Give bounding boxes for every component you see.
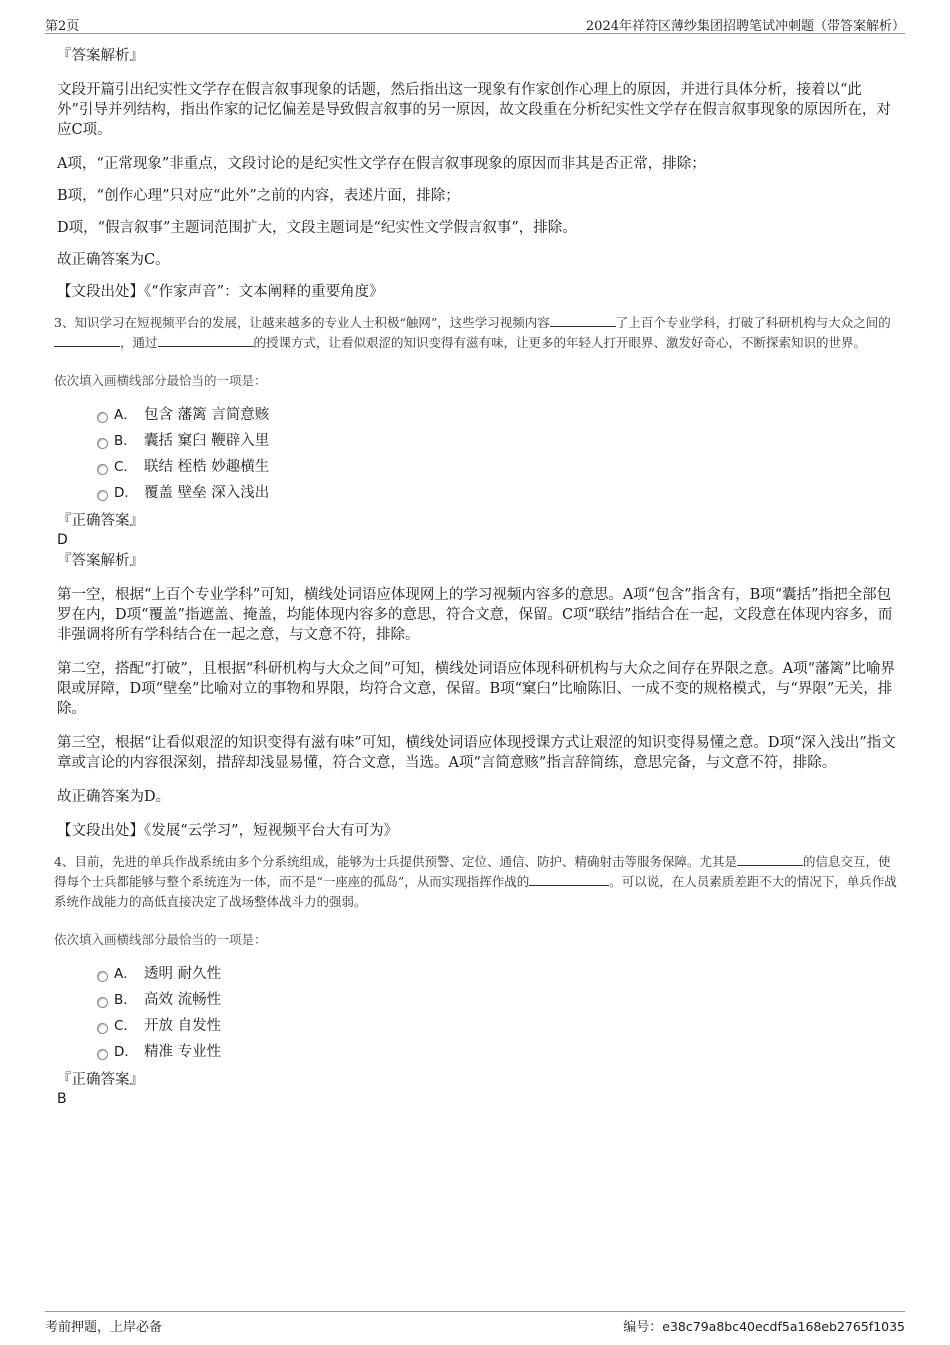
- option-b[interactable]: [57, 990, 897, 1016]
- question-text: 的信息交互，使得每个士兵都能够与整个系统连为一体，而不是“一座座的孤岛”，从而实现指挥作战的: [54, 854, 891, 889]
- correct-answer-label: 『正确答案』: [57, 1072, 144, 1088]
- option-letter: B．: [114, 433, 137, 449]
- fill-blank: [158, 334, 254, 347]
- answer-conclusion: 故正确答案为C。: [57, 252, 170, 268]
- analysis-label: 『答案解析』: [57, 48, 144, 64]
- question-text: 了上百个专业学科，打破了科研机构与大众之间的: [615, 315, 891, 330]
- source-citation: 【文段出处】《发展“云学习”，短视频平台大有可为》: [57, 823, 399, 839]
- radio-icon[interactable]: [97, 464, 108, 475]
- option-list: [57, 405, 897, 509]
- question-text: 4、目前，先进的单兵作战系统由多个分系统组成，能够为士兵提供预警、定位、通信、防护、精确射击等服务保障。尤其是: [54, 854, 737, 869]
- analysis-paragraph: D项，“假言叙事”主题词范围扩大，文段主题词是“纪实性文学假言叙事”，排除。: [57, 220, 577, 236]
- document-code: [623, 1316, 905, 1335]
- option-text: 透明 耐久性: [144, 966, 222, 982]
- option-letter: A．: [114, 966, 137, 982]
- footer-slogan: 考前押题，上岸必备: [45, 1320, 163, 1335]
- question-stem: [54, 313, 897, 353]
- option-list: [57, 964, 897, 1068]
- radio-icon[interactable]: [97, 412, 108, 423]
- page-number: 第2页: [45, 19, 80, 34]
- analysis-paragraph: B项，“创作心理”只对应“此外”之前的内容，表述片面，排除；: [57, 188, 460, 204]
- option-d[interactable]: [57, 1042, 897, 1068]
- option-letter: C．: [114, 459, 137, 475]
- option-text: 覆盖 壁垒 深入浅出: [144, 485, 270, 501]
- analysis-paragraph: 文段开篇引出纪实性文学存在假言叙事现象的话题，然后指出这一现象有作家创作心理上的原因，并进行具体分析，接着以“此外”引导并列结构，指出作家的记忆偏差是导致假言叙事的另一原因，故文段重在分析纪实性文学存在假言叙事现象的原因所在，对应C项。: [57, 82, 891, 138]
- option-text: 联结 桎梏 妙趣横生: [144, 459, 270, 475]
- question-text: 3、知识学习在短视频平台的发展，让越来越多的专业人士积极“触网”，这些学习视频内容: [54, 315, 550, 330]
- analysis-paragraph: A项，“正常现象”非重点，文段讨论的是纪实性文学存在假言叙事现象的原因而非其是否正常，排除；: [57, 156, 706, 172]
- fill-blank: [737, 853, 803, 866]
- option-text: 包含 藩篱 言简意赅: [144, 407, 270, 423]
- code-value: e38c79a8bc40ecdf5a168eb2765f1035: [662, 1319, 905, 1334]
- fill-blank: [550, 314, 616, 327]
- option-text: 开放 自发性: [144, 1018, 222, 1034]
- option-letter: A．: [114, 407, 137, 423]
- correct-answer: B: [57, 1091, 67, 1107]
- option-letter: C．: [114, 1018, 137, 1034]
- radio-icon[interactable]: [97, 1023, 108, 1034]
- question-stem: [54, 852, 897, 912]
- fill-blank: [529, 873, 609, 886]
- fill-blank: [54, 334, 120, 347]
- code-label: 编号：: [623, 1320, 663, 1335]
- correct-answer-label: 『正确答案』: [57, 513, 144, 529]
- radio-icon[interactable]: [97, 1049, 108, 1060]
- answer-conclusion: 故正确答案为D。: [57, 789, 171, 805]
- option-c[interactable]: [57, 1016, 897, 1042]
- radio-icon[interactable]: [97, 438, 108, 449]
- option-letter: D．: [114, 1044, 138, 1060]
- analysis-paragraph: 第一空，根据“上百个专业学科”可知，横线处词语应体现网上的学习视频内容多的意思。A项“包含”指含有，B项“囊括”指把全部包罗在内，D项“覆盖”指遮盖、掩盖，均能体现内容多的意思，符合文意，保留。C项“联结”指结合在一起，文段意在体现内容多，而非强调将所有学科结合在一起之意，与文意不符，排除。: [57, 587, 893, 643]
- radio-icon[interactable]: [97, 971, 108, 982]
- question-text: 。可以说，在人员素质差距不大的情况下，单兵作战系统作战能力的高低直接决定了战场整体战斗力的强弱。: [54, 874, 897, 909]
- question-text: 的授课方式，让看似艰涩的知识变得有滋有味，让更多的年轻人打开眼界、激发好奇心，不断探索知识的世界。: [253, 335, 867, 350]
- option-a[interactable]: [57, 964, 897, 990]
- page-header: [45, 13, 905, 34]
- source-citation: 【文段出处】《“作家声音”：文本阐释的重要角度》: [57, 284, 384, 300]
- page-content: [54, 46, 897, 1108]
- correct-answer: D: [57, 532, 68, 548]
- question-prompt: 依次填入画横线部分最恰当的一项是：: [54, 373, 267, 388]
- option-letter: B．: [114, 992, 137, 1008]
- option-b[interactable]: [57, 431, 897, 457]
- option-a[interactable]: [57, 405, 897, 431]
- question-prompt: 依次填入画横线部分最恰当的一项是：: [54, 932, 267, 947]
- document-title: 2024年祥符区薄纱集团招聘笔试冲刺题（带答案解析）: [585, 19, 905, 34]
- analysis-label: 『答案解析』: [57, 553, 144, 569]
- option-c[interactable]: [57, 457, 897, 483]
- option-text: 高效 流畅性: [144, 992, 222, 1008]
- option-text: 囊括 窠臼 鞭辟入里: [144, 433, 270, 449]
- option-text: 精准 专业性: [144, 1044, 222, 1060]
- page-footer: [45, 1311, 905, 1334]
- question-text: ，通过: [120, 335, 158, 350]
- option-d[interactable]: [57, 483, 897, 509]
- analysis-paragraph: 第二空，搭配“打破”，且根据“科研机构与大众之间”可知，横线处词语应体现科研机构与大众之间存在界限之意。A项“藩篱”比喻界限或屏障，D项“壁垒”比喻对立的事物和界限，均符合文意，保留。B项“窠臼”比喻陈旧、一成不变的规格模式，与“界限”无关，排除。: [57, 661, 895, 717]
- analysis-paragraph: 第三空，根据“让看似艰涩的知识变得有滋有味”可知，横线处词语应体现授课方式让艰涩的知识变得易懂之意。D项“深入浅出”指文章或言论的内容很深刻，措辞却浅显易懂，符合文意，当选。A项“言简意赅”指言辞简练，意思完备，与文意不符，排除。: [57, 735, 896, 771]
- option-letter: D．: [114, 485, 138, 501]
- radio-icon[interactable]: [97, 997, 108, 1008]
- radio-icon[interactable]: [97, 490, 108, 501]
